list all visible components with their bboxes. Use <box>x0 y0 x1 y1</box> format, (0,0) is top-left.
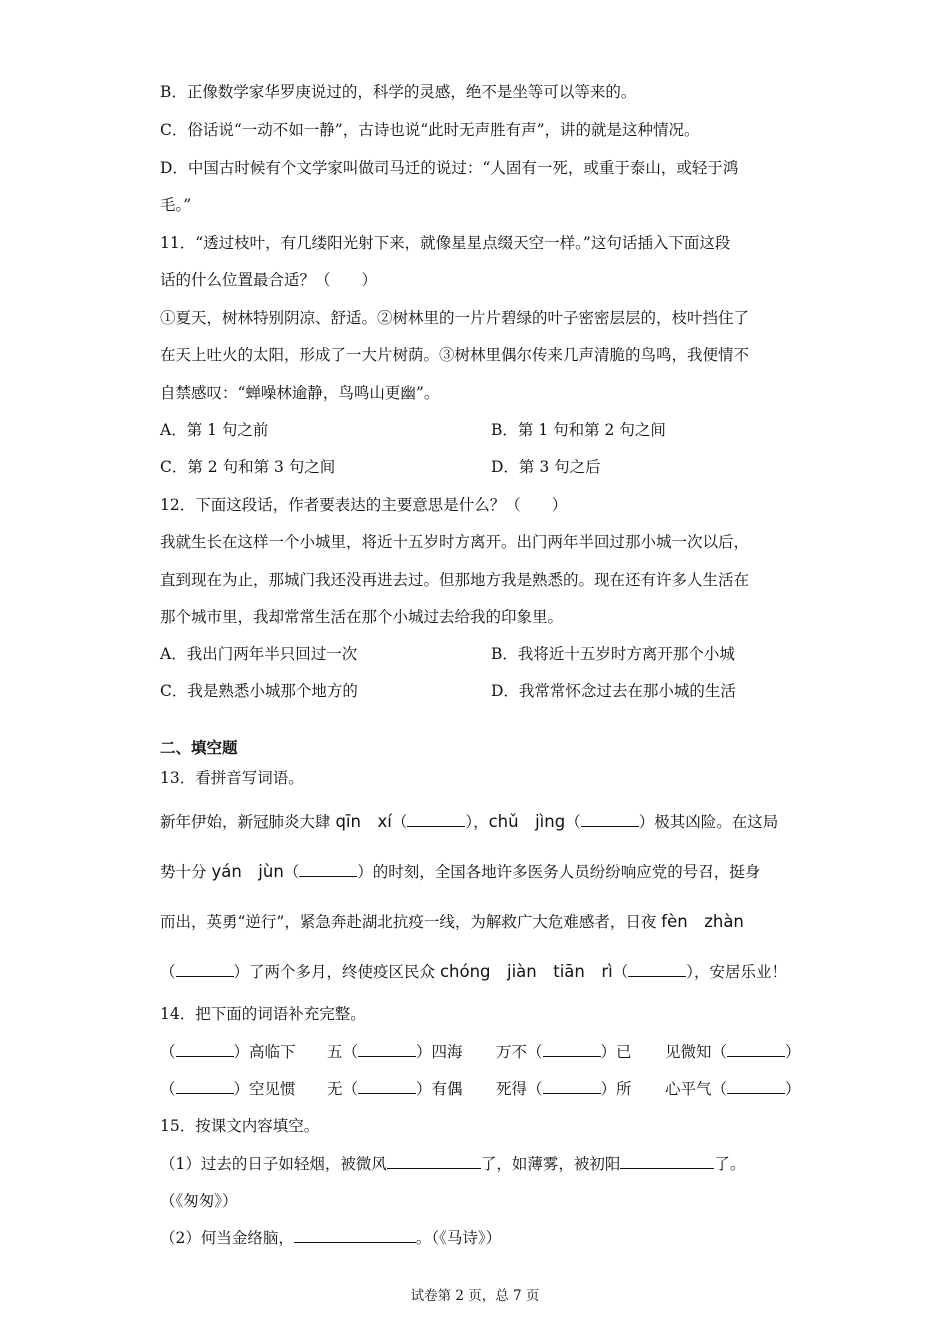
q14-text: ）有偶 <box>416 1080 463 1098</box>
q10-option-d-line2: 毛。” <box>160 196 192 214</box>
q12-option-d: D．我常常怀念过去在那小城的生活 <box>491 682 736 700</box>
answer-blank[interactable] <box>727 1078 785 1095</box>
answer-blank[interactable] <box>358 1041 416 1058</box>
q11-option-a: A．第 1 句之前 <box>160 421 269 439</box>
q14-text: 心平气（ <box>665 1080 728 1098</box>
pinyin-yan-jun: yán jùn <box>211 862 284 881</box>
q13-text: ）了两个多月，终使疫区民众 <box>233 963 440 981</box>
q14-text: ）高临下 <box>233 1043 296 1061</box>
q15-text: 了，如薄雾，被初阳 <box>480 1155 621 1173</box>
q13-line4 <box>160 958 787 982</box>
q13-line1 <box>160 808 778 832</box>
q12-option-c: C．我是熟悉小城那个地方的 <box>160 682 358 700</box>
q14-text: ） <box>785 1080 801 1098</box>
q14-text: ）已 <box>600 1043 632 1061</box>
q13-text: 而出，英勇“逆行”，紧急奔赴湖北抗疫一线，为解救广大危难感者，日夜 <box>160 913 662 931</box>
answer-blank[interactable] <box>176 961 234 978</box>
q14-text: 万不（ <box>496 1043 543 1061</box>
pinyin-qin-xi: qīn xí <box>335 812 392 831</box>
q11-option-d: D．第 3 句之后 <box>491 458 601 476</box>
q12-passage-line3: 那个城市里，我却常常生活在那个小城过去给我的印象里。 <box>160 608 564 626</box>
pinyin-fen-zhan: fèn zhàn <box>661 912 744 931</box>
q13-stem: 13．看拼音写词语。 <box>160 769 304 787</box>
q14-text: ）四海 <box>416 1043 463 1061</box>
pinyin-chong-jian-tian-ri: chóng jiàn tiān rì <box>439 962 613 981</box>
q11-passage-line1: ①夏天，树林特别阴凉、舒适。②树林里的一片片碧绿的叶子密密层层的，枝叶挡住了 <box>160 309 750 327</box>
q14-text: ）所 <box>600 1080 632 1098</box>
q14-text: 五（ <box>327 1043 359 1061</box>
page-footer: 试卷第 2 页，总 7 页 <box>410 1288 540 1304</box>
q15-text: （2）何当金络脑， <box>160 1229 294 1247</box>
q11-passage-line3: 自禁感叹：“蝉噪林逾静，鸟鸣山更幽”。 <box>160 384 440 402</box>
q10-option-b: B．正像数学家华罗庚说过的，科学的灵感，绝不是坐等可以等来的。 <box>160 83 637 101</box>
q13-line3 <box>160 908 744 932</box>
q14-text: ）空见惯 <box>233 1080 296 1098</box>
q14-item <box>496 1040 632 1062</box>
q14-item <box>160 1040 296 1062</box>
q14-text: （ <box>160 1080 176 1098</box>
q12-option-a: A．我出门两年半只回过一次 <box>160 645 358 663</box>
q13-text: 势十分 <box>160 863 212 881</box>
q15-stem: 15．按课文内容填空。 <box>160 1117 320 1135</box>
q15-text: （1）过去的日子如轻烟，被微风 <box>160 1155 387 1173</box>
answer-blank[interactable] <box>543 1078 601 1095</box>
q11-option-c: C．第 2 句和第 3 句之间 <box>160 458 336 476</box>
q14-text: （ <box>160 1043 176 1061</box>
q14-text: ） <box>785 1043 801 1061</box>
q14-item <box>160 1077 296 1099</box>
q14-text: 死得（ <box>496 1080 543 1098</box>
q15-text: 。（《马诗》） <box>415 1229 502 1247</box>
q14-item <box>327 1040 463 1062</box>
q10-option-c: C．俗话说“一动不如一静”，古诗也说“此时无声胜有声”，讲的就是这种情况。 <box>160 121 700 139</box>
q14-text: 无（ <box>327 1080 359 1098</box>
q13-text: 新年伊始，新冠肺炎大肆 <box>160 813 336 831</box>
q11-stem-line2: 话的什么位置最合适？（ ） <box>160 271 378 289</box>
q13-text: ）， <box>465 813 489 831</box>
q14-item <box>327 1077 463 1099</box>
q15-text: 了。 <box>714 1155 746 1173</box>
answer-blank[interactable] <box>628 961 686 978</box>
q13-text: （ <box>565 813 581 831</box>
answer-blank[interactable] <box>176 1041 234 1058</box>
q12-passage-line2: 直到现在为止，那城门我还没再进去过。但那地方我是熟悉的。现在还有许多人生活在 <box>160 571 750 589</box>
answer-blank[interactable] <box>294 1227 416 1244</box>
answer-blank[interactable] <box>727 1041 785 1058</box>
q14-text: 见微知（ <box>665 1043 728 1061</box>
answer-blank[interactable] <box>581 811 639 828</box>
answer-blank[interactable] <box>358 1078 416 1095</box>
q13-line2 <box>160 858 760 882</box>
pinyin-chu-jing: chǔ jìng <box>488 812 566 831</box>
answer-blank[interactable] <box>620 1153 714 1170</box>
q13-text: ）极其凶险。在这局 <box>638 813 779 831</box>
q11-stem-line1: 11．“透过枝叶，有几缕阳光射下来，就像星星点缀天空一样。”这句话插入下面这段 <box>160 234 731 252</box>
q13-text: ），安居乐业！ <box>686 963 788 981</box>
q15-part1-source: （《匆匆》） <box>160 1192 238 1210</box>
q13-text: ）的时刻，全国各地许多医务人员纷纷响应党的号召，挺身 <box>357 863 761 881</box>
q15-part1 <box>160 1152 745 1174</box>
q14-item <box>496 1077 632 1099</box>
q15-part2 <box>160 1226 501 1248</box>
q13-text: （ <box>283 863 300 881</box>
answer-blank[interactable] <box>543 1041 601 1058</box>
q13-text: （ <box>391 813 408 831</box>
q12-passage-line1: 我就生长在这样一个小城里，将近十五岁时方离开。出门两年半回过那小城一次以后， <box>160 533 750 551</box>
answer-blank[interactable] <box>407 811 465 828</box>
q11-option-b: B．第 1 句和第 2 句之间 <box>491 421 666 439</box>
q14-stem: 14．把下面的词语补充完整。 <box>160 1005 366 1023</box>
q13-text: （ <box>612 963 629 981</box>
answer-blank[interactable] <box>387 1153 481 1170</box>
q14-item <box>665 1077 801 1099</box>
q13-text: （ <box>160 963 176 981</box>
q12-option-b: B．我将近十五岁时方离开那个小城 <box>491 645 735 663</box>
q12-stem: 12．下面这段话，作者要表达的主要意思是什么？（ ） <box>160 496 568 514</box>
answer-blank[interactable] <box>176 1078 234 1095</box>
answer-blank[interactable] <box>299 861 357 878</box>
section-title: 二、填空题 <box>160 739 238 757</box>
q10-option-d-line1: D．中国古时候有个文学家叫做司马迁的说过：“人固有一死，或重于泰山，或轻于鸿 <box>160 159 739 177</box>
q11-passage-line2: 在天上吐火的太阳，形成了一大片树荫。③树林里偶尔传来几声清脆的鸟鸣，我便情不 <box>160 346 750 364</box>
q14-item <box>665 1040 801 1062</box>
